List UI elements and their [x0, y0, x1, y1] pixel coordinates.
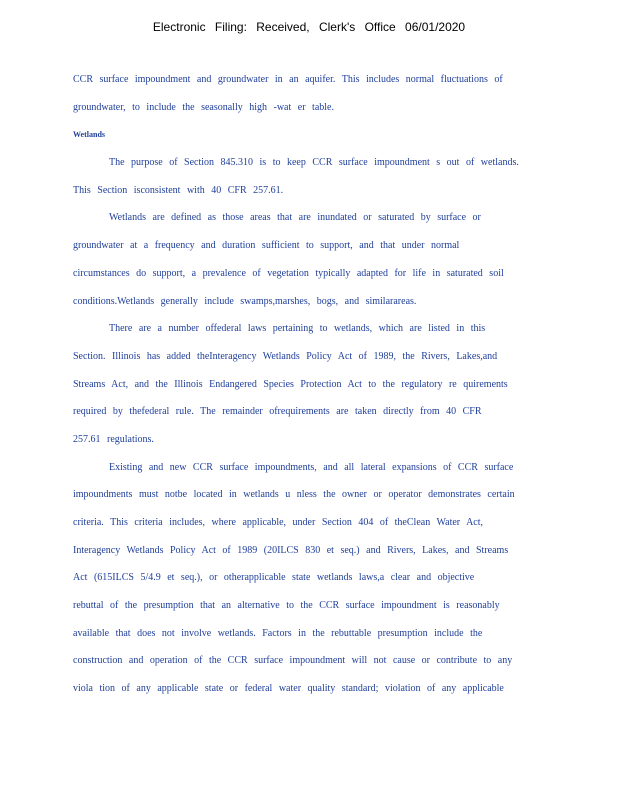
text-line: circumstances do support, a prevalence of vegetation typically adapted for life in saturated soil — [73, 267, 504, 279]
text-line: conditions.Wetlands generally include swamps,marshes, bogs, and similarareas. — [73, 295, 417, 307]
text-line: criteria. This criteria includes, where applicable, under Section 404 of theClean Water Act, — [73, 517, 484, 528]
text-line: groundwater at a frequency and duration sufficient to support, and that under normal — [73, 240, 460, 252]
text-line: impoundments must notbe located in wetlands u nless the owner or operator demonstrates certain — [73, 489, 515, 501]
text-line: 257.61 regulations. — [73, 433, 154, 445]
text-line: Wetlands are defined as those areas that are inundated or saturated by surface or — [109, 212, 481, 224]
text-line: The purpose of Section 845.310 is to keep CCR surface impoundment s out of wetlands. — [109, 157, 519, 169]
text-line: construction and operation of the CCR surface impoundment will not cause or contribute to any — [73, 655, 513, 667]
text-line: Streams Act, and the Illinois Endangered Species Protection Act to the regulatory re quirements — [73, 378, 508, 390]
text-line: rebuttal of the presumption that an alternative to the CCR surface impoundment is reasonably — [73, 600, 500, 612]
text-line: Interagency Wetlands Policy Act of 1989 (20ILCS 830 et seq.) and Rivers, Lakes, and Streams — [73, 544, 509, 556]
section-heading: Wetlands — [73, 130, 106, 140]
text-line: groundwater, to include the seasonally high -wat er table. — [73, 101, 334, 113]
text-line: Section. Illinois has added theInteragency Wetlands Policy Act of 1989, the Rivers, Lakes,and — [73, 350, 498, 362]
text-line: required by thefederal rule. The remainder ofrequirements are taken directly from 40 CFR — [73, 406, 482, 418]
text-line: There are a number offederal laws pertaining to wetlands, which are listed in this — [109, 323, 486, 335]
text-line: Existing and new CCR surface impoundments, and all lateral expansions of CCR surface — [109, 461, 514, 473]
filing-header: Electronic Filing: Received, Clerk's Office 06/01/2020 — [152, 20, 466, 34]
text-line: viola tion of any applicable state or federal water quality standard; violation of any applicable — [73, 683, 504, 695]
document-body — [73, 71, 541, 708]
text-line: This Section isconsistent with 40 CFR 257.61. — [73, 184, 284, 196]
text-line: CCR surface impoundment and groundwater in an aquifer. This includes normal fluctuations of — [73, 74, 503, 85]
text-line: Act (615ILCS 5/4.9 et seq.), or otherapplicable state wetlands laws,a clear and objective — [73, 572, 475, 584]
text-line: available that does not involve wetlands. Factors in the rebuttable presumption include the — [73, 627, 483, 639]
